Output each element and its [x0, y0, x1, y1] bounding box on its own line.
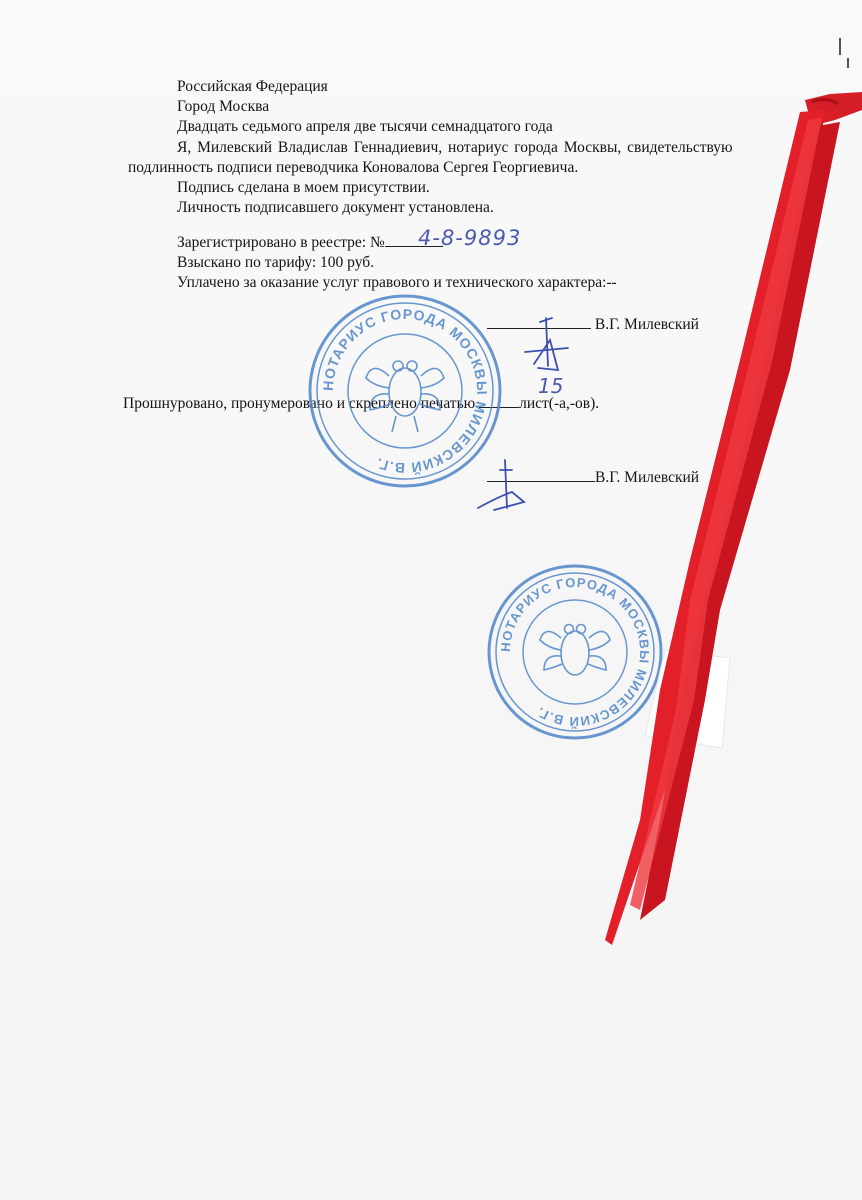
seal-1-ring-text: НОТАРИУС ГОРОДА МОСКВЫ МИЛЕВСКИЙ В.Г. [319, 305, 491, 477]
registry-label: Зарегистрировано в реестре: № [177, 234, 385, 251]
date-line: Двадцать седьмого апреля две тысячи семнадцатого года [177, 118, 553, 135]
notary-name-1: В.Г. Милевский [594, 316, 699, 333]
binding-prefix: Прошнуровано, пронумеровано и скреплено печатью [123, 395, 476, 412]
identity-line: Личность подписавшего документ установлена. [177, 199, 494, 216]
services-line: Уплачено за оказание услуг правового и технического характера:-- [177, 274, 617, 291]
country-line: Российская Федерация [177, 78, 328, 95]
notary-name-2: В.Г. Милевский [595, 469, 700, 486]
certification-line-2: подлинность подписи переводчика Коновалова Сергея Георгиевича. [128, 159, 579, 176]
registry-number-handwritten: 4-8-9893 [418, 226, 522, 250]
seal-2-ring-text: НОТАРИУС ГОРОДА МОСКВЫ МИЛЕВСКИЙ В.Г. [497, 574, 653, 730]
svg-text:НОТАРИУС ГОРОДА МОСКВЫ МИЛЕВСК [320, 306, 490, 477]
tariff-line: Взыскано по тарифу: 100 руб. [177, 254, 375, 271]
certification-line-1: Я, Милевский Владислав Геннадиевич, нотариус города Москвы, свидетельствую [177, 139, 733, 156]
binding-suffix: лист(-а,-ов). [519, 395, 600, 412]
city-line: Город Москва [177, 98, 270, 115]
presence-line: Подпись сделана в моем присутствии. [177, 179, 430, 196]
svg-text:НОТАРИУС ГОРОДА МОСКВЫ МИЛЕВСК [498, 575, 652, 729]
page-count-handwritten: 15 [538, 374, 564, 398]
